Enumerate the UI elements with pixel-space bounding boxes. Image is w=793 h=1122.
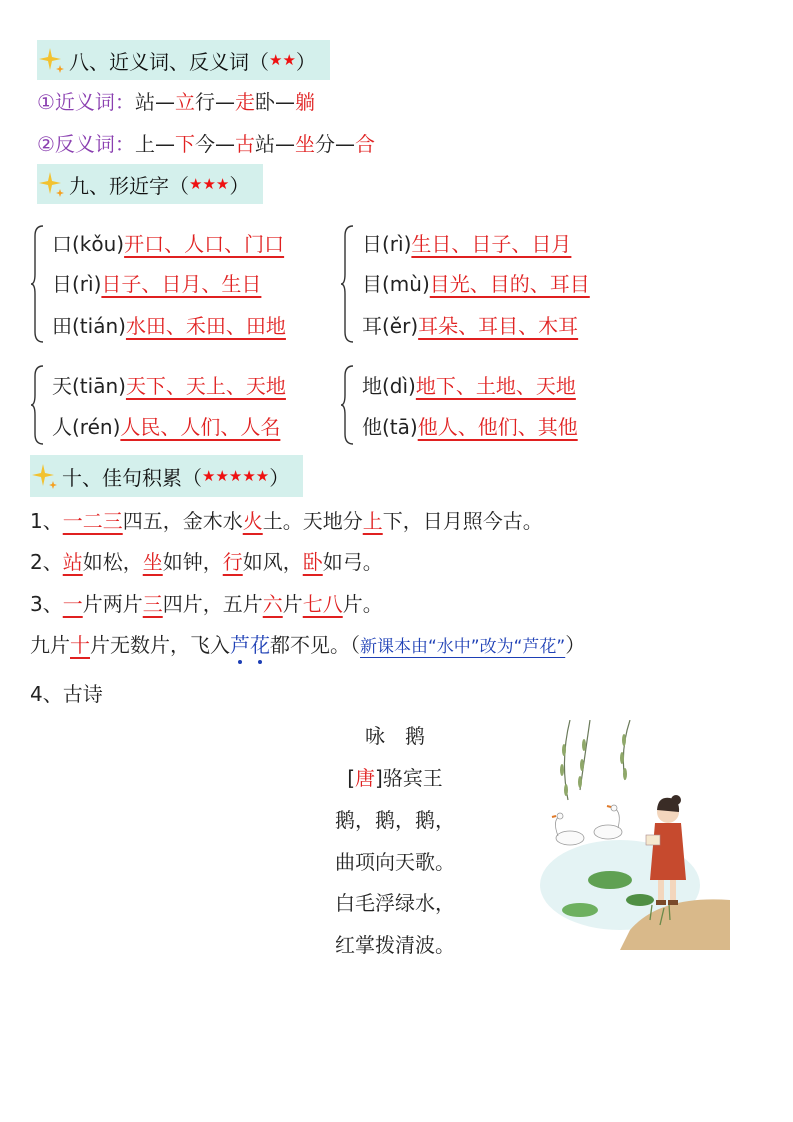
section-header-synonyms-antonyms: 八、近义词、反义词（ ★★ ） xyxy=(37,40,330,80)
poem-line: 曲项向天歌。 xyxy=(335,850,455,874)
similar-char-row: 日(rì)日子、日月、生日 xyxy=(52,272,262,296)
antonym-label: ②反义词： xyxy=(37,132,135,156)
sentence-3: 3、一片两片三四片，五片六片七八片。 xyxy=(30,592,383,616)
similar-char-row: 田(tián)水田、禾田、田地 xyxy=(52,314,286,338)
sentence-2: 2、站如松，坐如钟，行如风，卧如弓。 xyxy=(30,550,383,574)
poem-line: 白毛浮绿水， xyxy=(335,891,455,915)
similar-char-row: 人(rén)人民、人们、人名 xyxy=(52,415,281,439)
difficulty-stars: ★★ xyxy=(269,51,296,69)
emphasis-dot-char: 花 xyxy=(250,629,270,658)
brace-icon xyxy=(30,364,46,446)
poem-line: 鹅，鹅，鹅， xyxy=(335,808,455,832)
poem-line: 红掌拨清波。 xyxy=(335,933,455,957)
textbook-note: 新课本由“水中”改为“芦花” xyxy=(360,637,566,657)
similar-char-row: 口(kǒu)开口、人口、门口 xyxy=(52,232,285,256)
similar-char-row: 耳(ěr)耳朵、耳目、木耳 xyxy=(362,314,579,338)
sparkle-icon xyxy=(30,461,60,491)
section-title: 九、形近字（ xyxy=(69,173,189,198)
similar-char-row: 他(tā)他人、他们、其他 xyxy=(362,415,578,439)
sparkle-icon xyxy=(37,45,67,75)
similar-char-row: 地(dì)地下、土地、天地 xyxy=(362,374,576,398)
poem-author: [唐]骆宾王 xyxy=(347,766,443,790)
sparkle-icon xyxy=(37,169,67,199)
ancient-poem-label: 4、古诗 xyxy=(30,682,103,706)
similar-char-row: 日(rì)生日、日子、日月 xyxy=(362,232,572,256)
brace-icon xyxy=(340,224,356,344)
poem-illustration xyxy=(540,720,730,950)
similar-char-row: 天(tiān)天下、天上、天地 xyxy=(52,374,286,398)
sentence-1: 1、一二三四五，金木水火土。天地分上下，日月照今古。 xyxy=(30,509,543,533)
section-header-similar-chars: 九、形近字（ ★★★ ） xyxy=(37,164,263,204)
sentence-3-continued: 九片十片无数片，飞入芦花都不见。（新课本由“水中”改为“芦花”） xyxy=(30,629,585,658)
section-title: 八、近义词、反义词（ xyxy=(69,49,269,74)
difficulty-stars: ★★★★★ xyxy=(202,467,270,485)
poem-title: 咏 鹅 xyxy=(365,724,425,748)
synonym-label: ①近义词： xyxy=(37,90,135,114)
brace-icon xyxy=(30,224,46,344)
section-title: 十、佳句积累（ xyxy=(62,465,202,490)
synonym-line: ①近义词：站—立行—走卧—躺 xyxy=(37,90,315,114)
similar-char-row: 目(mù)目光、目的、耳目 xyxy=(362,272,590,296)
antonym-line: ②反义词：上—下今—古站—坐分—合 xyxy=(37,132,375,156)
difficulty-stars: ★★★ xyxy=(189,175,230,193)
dynasty: 唐 xyxy=(355,766,375,790)
section-header-good-sentences: 十、佳句积累（ ★★★★★ ） xyxy=(30,455,303,497)
brace-icon xyxy=(340,364,356,446)
emphasis-dot-char: 芦 xyxy=(230,629,250,658)
